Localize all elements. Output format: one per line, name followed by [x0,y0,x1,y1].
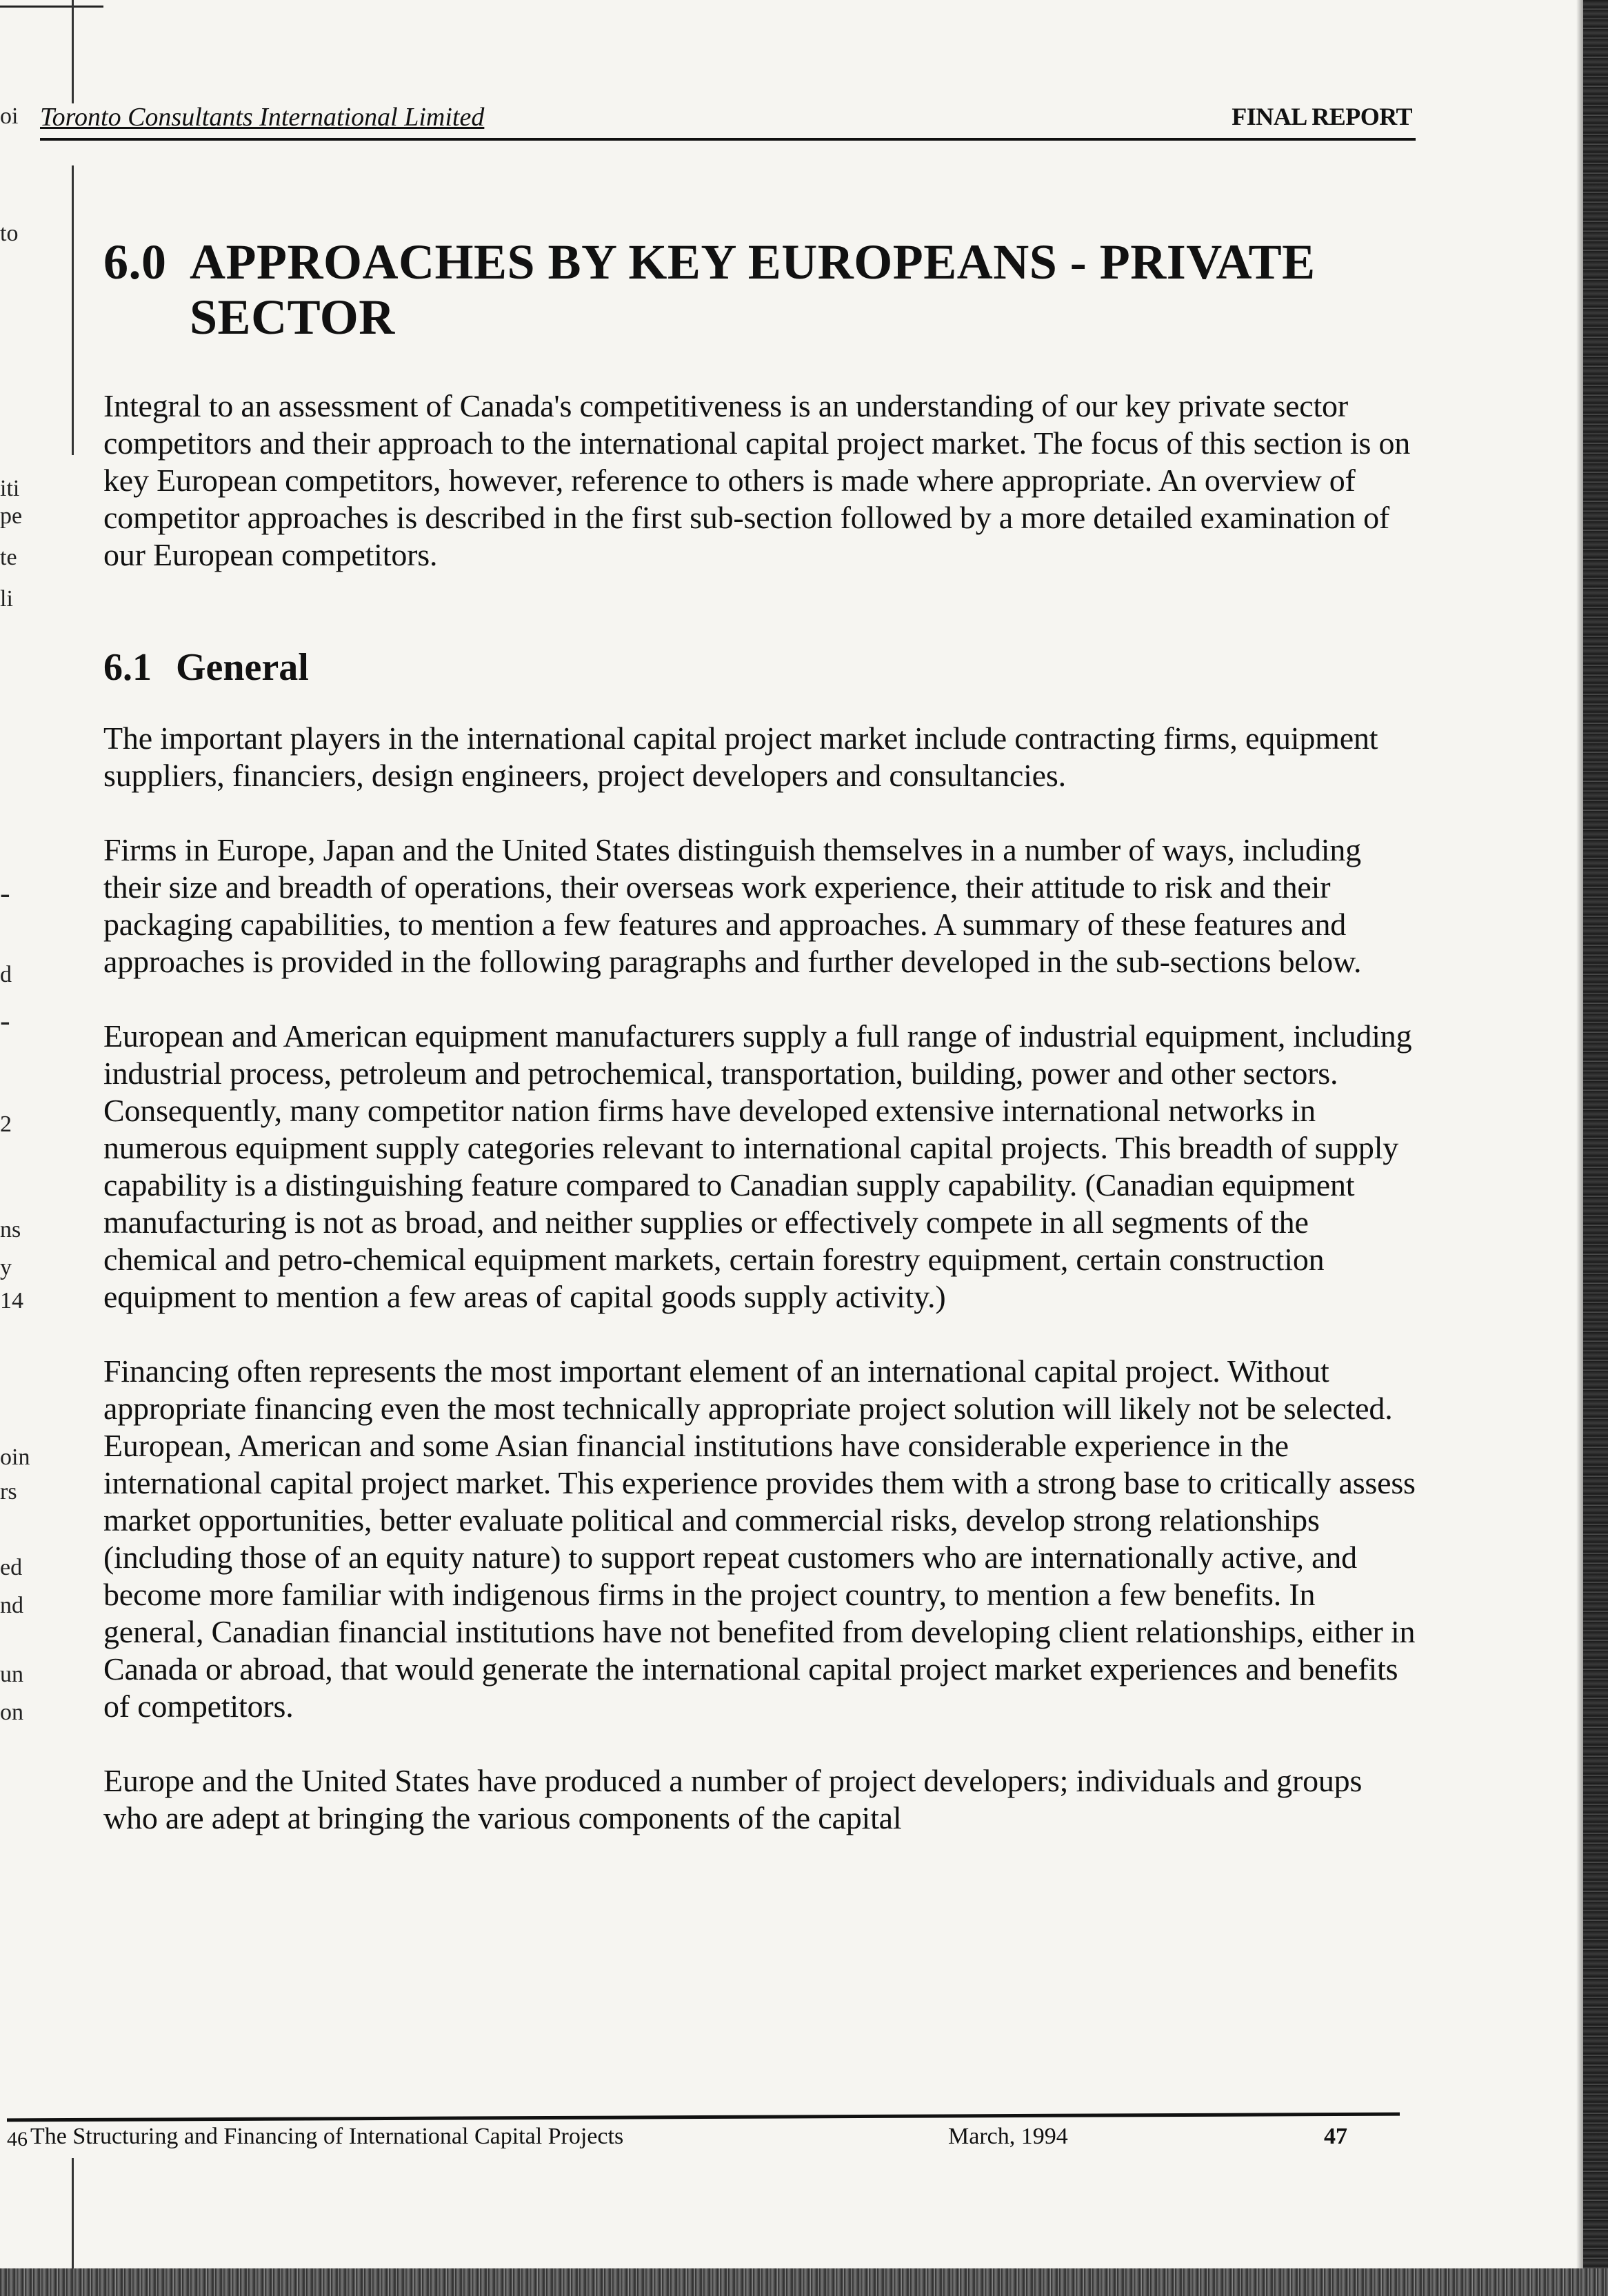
paragraph: Financing often represents the most important element of an international capital project. Without appropriate financing even the most technically appropriate project solution will likely not be selected. European, American and some Asian financial institutions have considerable experience in the international capital project market. This experience provides them with a strong base to critically assess market opportunities, better evaluate political and commercial risks, develop strong relationships (including those of an equity nature) to support repeat customers who are internationally active, and become more familiar with indigenous firms in the project country, to mention a few benefits. In general, Canadian financial institutions have not benefited from developing client relationships, either in Canada or abroad, that would generate the international capital project market experiences and benefits of competitors. [103,1353,1416,1724]
section-number: 6.0 [103,234,167,290]
margin-fragment: y [0,1255,12,1280]
section-heading [103,234,1417,345]
paragraph: The important players in the international capital project market include contracting firms, equipment suppliers, financiers, design engineers, project developers and consultancies. [103,721,1378,793]
footer-publication-title: The Structuring and Financing of International Capital Projects [30,2124,624,2149]
scan-artifact-right-edge [1583,0,1608,2296]
margin-fragment: on [0,1700,23,1725]
subsection-title: General [176,646,309,689]
page-body [103,234,1417,1837]
footer-date: March, 1994 [948,2124,1068,2149]
scan-artifact-binder-line [72,0,74,103]
footer-previous-page-number: 46 [7,2128,28,2151]
running-header [40,102,1412,142]
margin-fragment: un [0,1662,23,1687]
footer-rule [7,2113,1400,2122]
margin-fragment: rs [0,1479,17,1504]
section-intro: Integral to an assessment of Canada's competitiveness is an understanding of our key private sector competitors and their approach to the international capital project market. The focus of this section is on key European competitors, however, reference to others is made where appropriate. An overview of competitor approaches is described in the first sub-section followed by a more detailed examination of our European competitors. [103,388,1411,572]
margin-fragment: ed [0,1555,23,1580]
margin-fragment: nd [0,1593,23,1618]
margin-fragment: - [0,1004,10,1038]
paragraph: European and American equipment manufacturers supply a full range of industrial equipment, including industrial process, petroleum and petrochemical, transportation, building, power and other sectors. Consequently, many competitor nation firms have developed extensive international networks in numerous equipment supply categories relevant to international capital projects. This breadth of supply capability is a distinguishing feature compared to Canadian supply capability. (Canadian equipment manufacturing is not as broad, and neither supplies or effectively compete in all segments of the chemical and petro-chemical equipment markets, certain forestry equipment, certain construction equipment to mention a few areas of capital goods supply activity.) [103,1018,1412,1314]
paragraph: Europe and the United States have produced a number of project developers; individuals and groups who are adept at bringing the various components of the capital [103,1763,1363,1835]
section-title: APPROACHES BY KEY EUROPEANS - PRIVATE SECTOR [190,234,1316,345]
margin-fragment: 14 [0,1288,23,1313]
header-organization: Toronto Consultants International Limited [40,103,485,132]
margin-fragment: ns [0,1217,21,1242]
margin-fragment: d [0,962,12,987]
margin-fragment: pe [0,503,23,529]
margin-fragment: to [0,221,19,246]
running-footer [7,2124,1386,2158]
margin-fragment: - [0,876,10,910]
scan-artifact-bottom-edge [0,2268,1608,2296]
margin-fragment: oin [0,1444,30,1470]
margin-fragment: iti [0,476,20,501]
paragraph: Firms in Europe, Japan and the United States distinguish themselves in a number of ways, including their size and breadth of operations, their overseas work experience, their attitude to risk and their packaging capabilities, to mention a few features and approaches. A summary of these features and approaches is provided in the following paragraphs and further developed in the sub-sections below. [103,832,1362,979]
margin-fragment: li [0,586,13,612]
scan-artifact-shadow [1576,0,1583,2296]
scan-artifact-top-rule [0,6,103,8]
margin-fragment: 2 [0,1111,12,1137]
header-rule [40,138,1416,141]
footer-page-number: 47 [1324,2124,1347,2149]
margin-fragment: oi [0,103,19,129]
subsection-heading [103,645,1417,689]
header-report-label: FINAL REPORT [1232,103,1412,130]
scan-artifact-binder-line [72,165,74,455]
subsection-number: 6.1 [103,646,152,689]
margin-fragment: te [0,545,17,570]
